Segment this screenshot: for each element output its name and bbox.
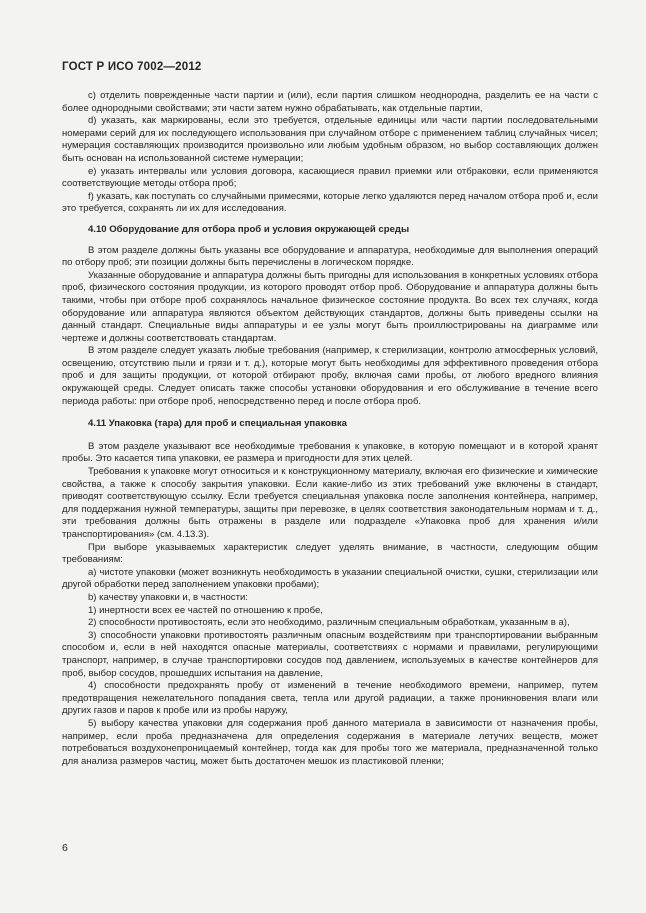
section-4-10-paragraph: Указанные оборудование и аппаратура должны быть пригодны для использования в конкретных условиях отбора проб, физического состояния продукции, из которого проводят отбор проб. Оборудование и аппаратура должны быть такими, чтобы при отборе проб сохранялось начальное физическое состояние продукта. Во всех тех случаях, когда оборудование или аппаратура являются объектом действующих стандартов, должны быть приведены ссылки на данный стандарт. Специальные виды аппаратуры и ее узлы могут быть проиллюстрированы на диаграмме или чертеже и должны соответствовать стандартам. — [62, 269, 598, 344]
section-4-11-paragraph: В этом разделе указывают все необходимые требования к упаковке, в которую помещают и в которой хранят пробы. Это касается типа упаковки, ее размера и пригодности для этих целей. — [62, 440, 598, 465]
standard-header: ГОСТ Р ИСО 7002—2012 — [62, 61, 202, 73]
section-4-11-paragraph: Требования к упаковке могут относиться и к конструкционному материалу, включая его физические и химические свойства, а также к способу закрытия упаковки. Если какие-либо из этих требований уже включены в стандарт, приводят соответствующую ссылку. Если требуется специальная упаковка после заполнения контейнера, например, для поддержания нужной температуры, защиты при перевозке, в целях соответствия законодательным нормам и т. д., эти требования должны быть отражены в разделе или подразделе «Упаковка проб для хранения и/или транспортирования» (см. 4.13.3). — [62, 466, 598, 540]
sub-item-4: 4) способности предохранять пробу от изменений в течение необходимого времени, например, путем предотвращения нежелательного попадания света, тепла или другой радиации, а также проникновения влаги или других газов и паров к пробе или из пробы наружу, — [62, 680, 598, 717]
page-number: 6 — [62, 842, 68, 854]
page-content — [62, 90, 598, 768]
section-heading-4-11: 4.11 Упаковка (тара) для проб и специальная упаковка — [88, 418, 347, 430]
sub-item-2: 2) способности противостоять, если это необходимо, различным специальным обработкам, указанным в а), — [88, 617, 570, 629]
list-item-b: b) качеству упаковки и, в частности: — [88, 591, 248, 603]
section-heading-4-10: 4.10 Оборудование для отбора проб и условия окружающей среды — [88, 223, 410, 235]
list-item-a: а) чистоте упаковки (может возникнуть необходимость в указании специальной очистки, сушки, стерилизации или другой обработки перед заполнением упаковки пробами); — [62, 566, 598, 591]
list-item-f: f) указать, как поступать со случайными примесями, которые легко удаляются перед началом отбора проб и, если это требуется, сохранять ли их для исследования. — [62, 190, 598, 215]
list-item-c: c) отделить поврежденные части партии и (или), если партия слишком неоднородна, разделить ее на части с более однородными свойствами; эти части затем нужно обрабатывать, как отдельные партии, — [62, 90, 598, 114]
sub-item-1: 1) инертности всех ее частей по отношению к пробе, — [88, 604, 323, 616]
section-4-10-paragraph: В этом разделе должны быть указаны все оборудование и аппаратура, необходимые для выполнения операций по отбору проб; эти позиции должны быть перечислены в логическом порядке. — [62, 244, 598, 269]
list-item-e: e) указать интервалы или условия договора, касающиеся правил приемки или отбраковки, если применяются соответствующие методы отбора проб; — [62, 165, 598, 190]
section-4-10-paragraph: В этом разделе следует указать любые требования (например, к стерилизации, контролю атмосферных условий, освещению, отсутствию пыли и грязи и т. д.), которые могут быть необходимы для эффективного проведения отбора проб и для защиты продукции, от которой отбирают пробу, включая сами пробы, от любого вредного влияния окружающей среды. Следует описать также способы установки оборудования и его обслуживание в течение всего периода работы: при отборе проб, непосредственно перед и после отбора проб. — [62, 345, 598, 407]
section-4-11-paragraph: При выборе указываемых характеристик следует уделять внимание, в частности, следующим общим требованиям: — [62, 541, 598, 566]
sub-item-3: 3) способности упаковки противостоять различным опасным воздействиям при транспортировании выбранным способом и, если в ней находятся опасные материалы, соответствиях с нормами и правилами, регулирующими транспорт, например, в случае транспортировки сосудов под давлением, используемых в качестве контейнеров для проб, выбор сосудов, прошедших испытания на давление, — [62, 629, 598, 679]
sub-item-5: 5) выбору качества упаковки для содержания проб данного материала в зависимости от назначения пробы, например, если проба предназначена для определения содержания в материале летучих веществ, может потребоваться воздухонепроницаемый контейнер, тогда как для пробы того же материала, предназначенной только для анализа размеров частиц, может быть достаточен мешок из пластиковой пленки; — [62, 717, 598, 767]
list-item-d: d) указать, как маркированы, если это требуется, отдельные единицы или части партии последовательными номерами серий для их последующего использования при случайном отборе с применением таблиц случайных чисел; нумерация составляющих производится произвольно или любым удобным образом, но выбор составляющих должен быть основан на использованной системе нумерации; — [62, 115, 598, 164]
